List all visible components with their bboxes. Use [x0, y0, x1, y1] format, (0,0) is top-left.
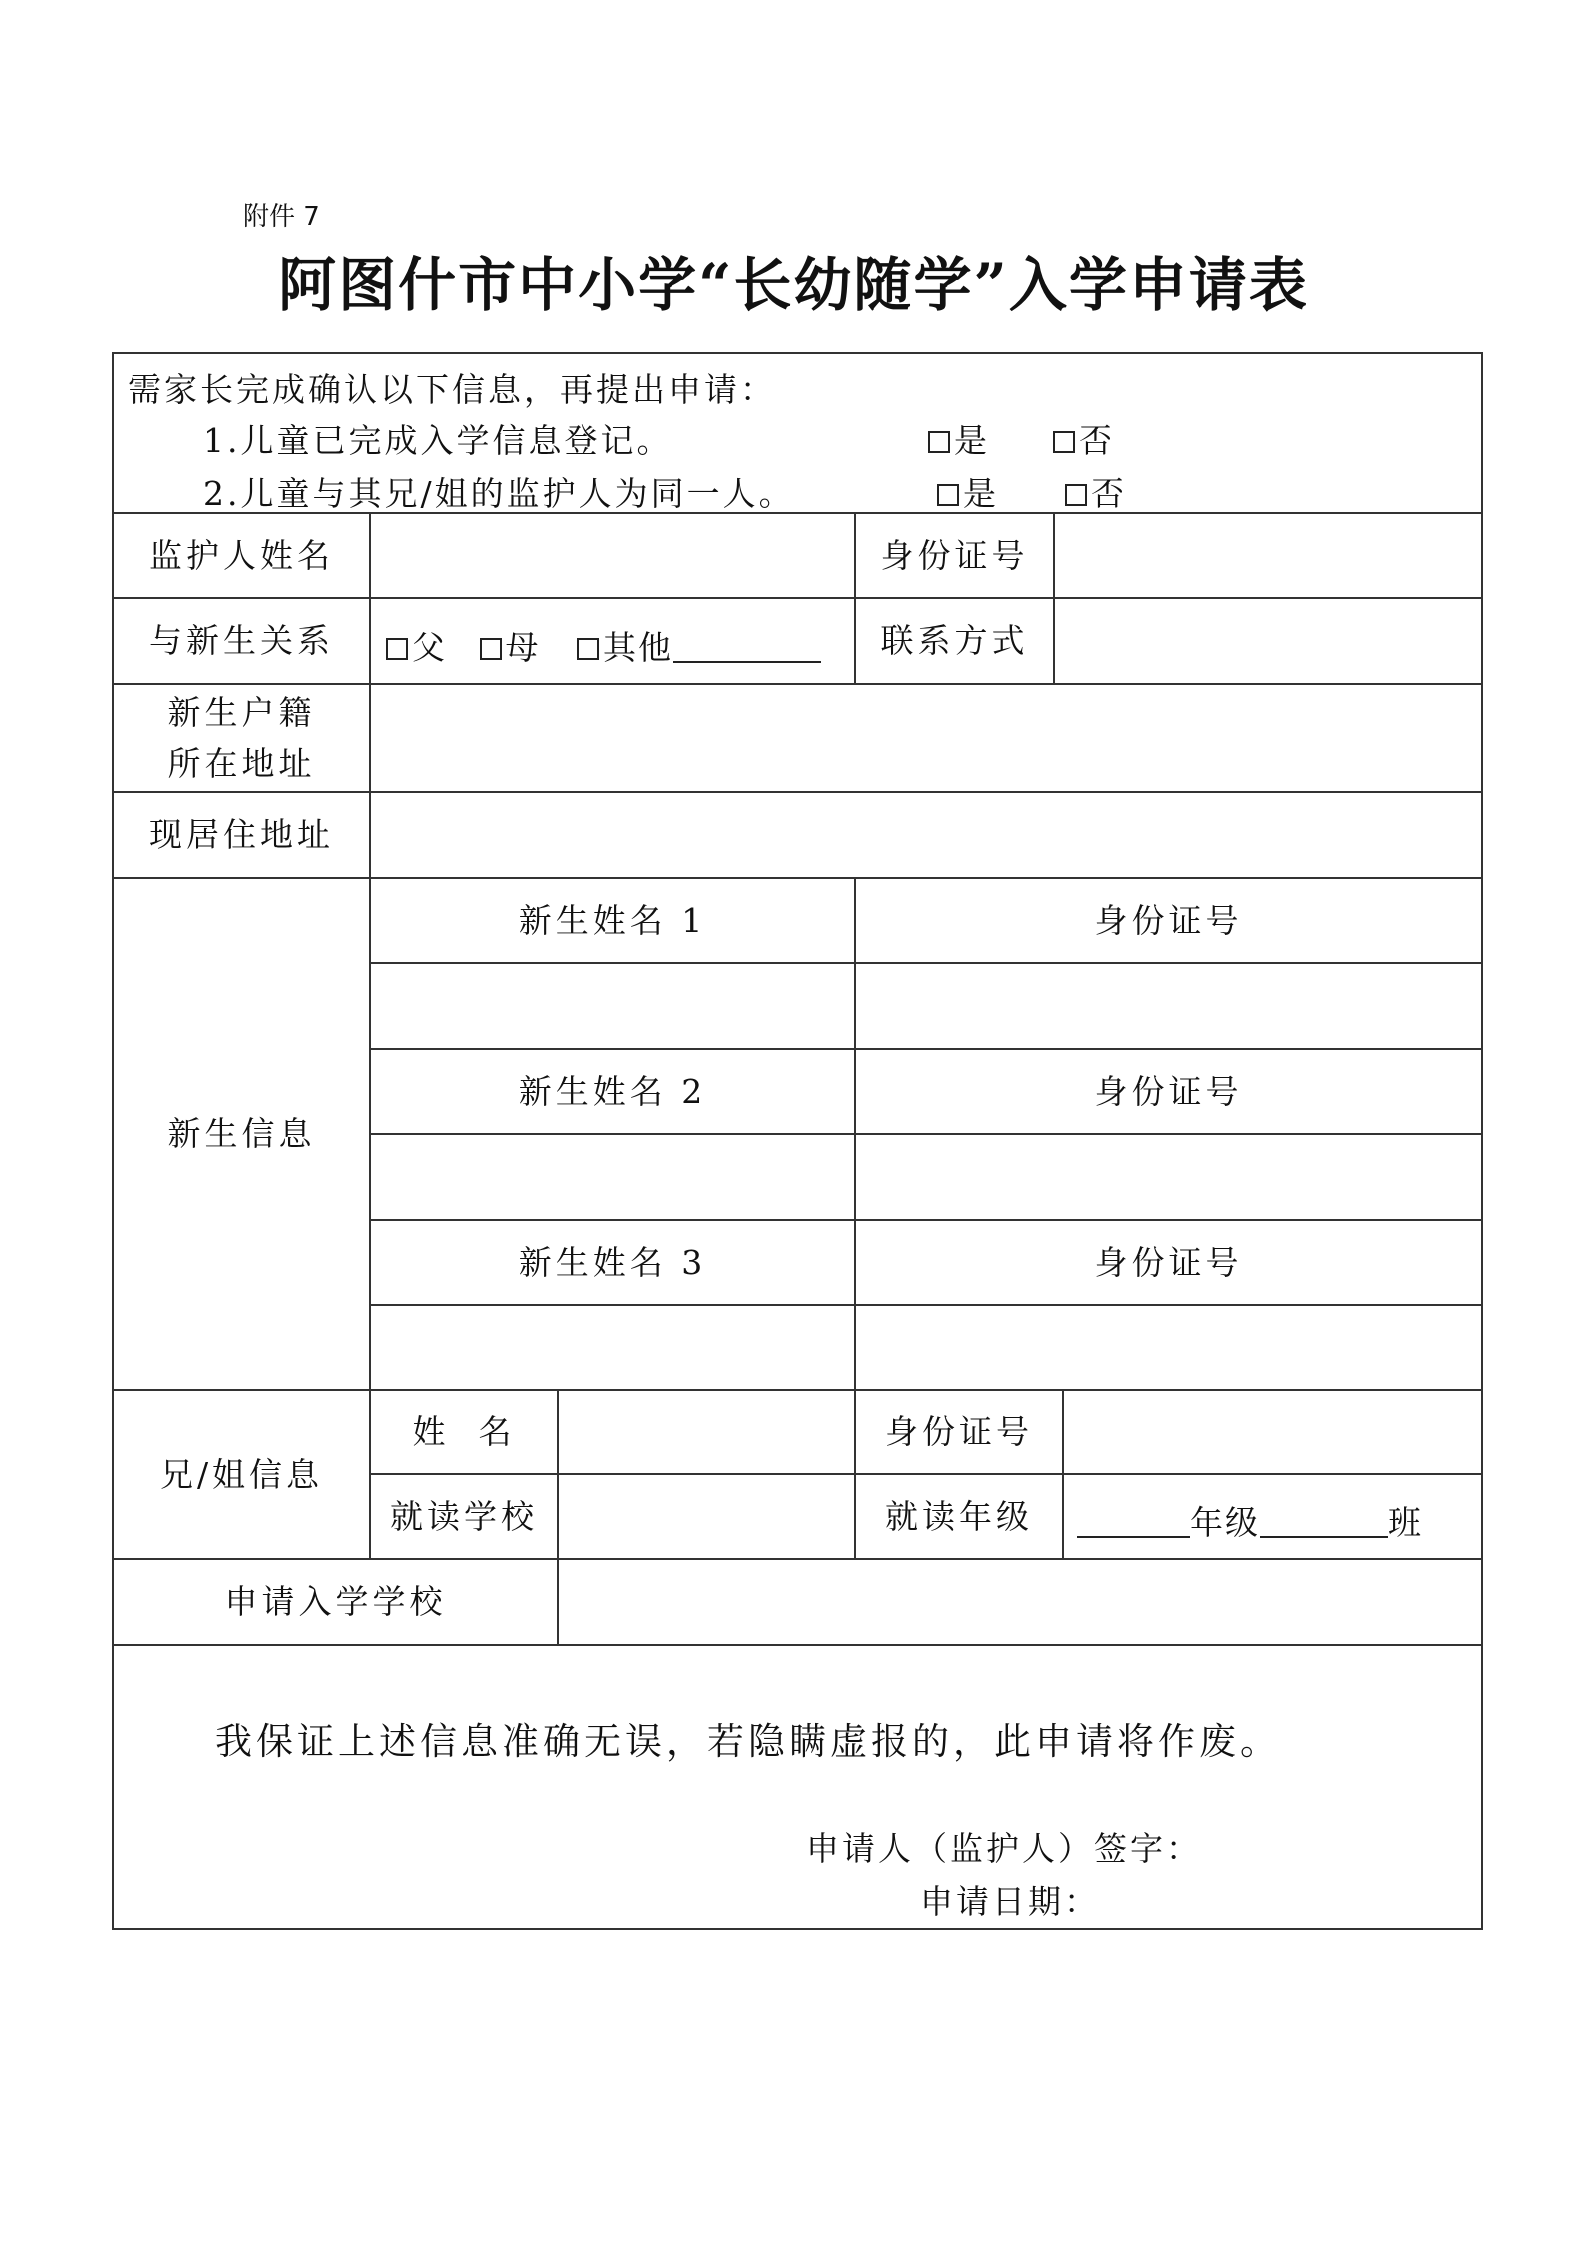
student-3-id-label: 身份证号 [1094, 1242, 1243, 1282]
item2-no-option[interactable] [1065, 468, 1127, 515]
sibling-grade-class [1077, 1497, 1423, 1544]
apply-school-label: 申请入学学校 [224, 1582, 447, 1622]
item1-yes-checkbox[interactable] [928, 431, 950, 453]
other-label: 其他 [603, 628, 673, 667]
household-address-field[interactable] [371, 685, 1481, 791]
declaration-text: 我保证上述信息准确无误，若隐瞒虚报的，此申请将作废。 [215, 1720, 1281, 1763]
item2-yes-option[interactable] [937, 468, 999, 515]
relation-options [386, 622, 821, 669]
item2-yes-checkbox[interactable] [937, 484, 959, 506]
student-3-id-field[interactable] [856, 1306, 1481, 1389]
no-label: 否 [1079, 421, 1115, 460]
current-address-field[interactable] [371, 793, 1481, 877]
relation-label: 与新生关系 [149, 621, 334, 661]
class-blank[interactable] [1260, 1506, 1388, 1538]
relation-father-option[interactable] [386, 628, 447, 667]
sibling-id-label: 身份证号 [885, 1412, 1033, 1452]
relation-mother-option[interactable] [480, 628, 541, 667]
guardian-id-field[interactable] [1055, 514, 1481, 597]
student-1-id-label: 身份证号 [1094, 900, 1243, 940]
father-checkbox[interactable] [386, 638, 408, 660]
student-3-name-label: 新生姓名 3 [518, 1242, 707, 1282]
contact-label: 联系方式 [880, 621, 1029, 661]
mother-label: 母 [505, 628, 541, 667]
notice-item-1: 1.儿童已完成入学信息登记。 [203, 421, 673, 460]
contact-field[interactable] [1055, 599, 1481, 683]
student-2-name-field[interactable] [371, 1135, 854, 1219]
attachment-label: 附件 7 [243, 202, 320, 232]
student-info-label: 新生信息 [167, 1114, 316, 1154]
sibling-name-label: 姓 名 [412, 1412, 516, 1452]
student-3-name-field[interactable] [371, 1306, 854, 1389]
form-title: 阿图什市中小学“长幼随学”入学申请表 [278, 251, 1309, 319]
no-label: 否 [1091, 474, 1127, 513]
sibling-id-field[interactable] [1064, 1391, 1481, 1473]
guardian-name-label: 监护人姓名 [149, 535, 334, 575]
sibling-school-label: 就读学校 [390, 1496, 538, 1536]
notice-intro: 需家长完成确认以下信息，再提出申请： [128, 370, 776, 409]
grade-blank[interactable] [1077, 1506, 1190, 1538]
date-label: 申请日期： [920, 1882, 1100, 1921]
yes-label: 是 [954, 421, 990, 460]
notice-item-2: 2.儿童与其兄/姐的监护人为同一人。 [203, 474, 795, 513]
father-label: 父 [412, 628, 447, 667]
class-suffix: 班 [1388, 1503, 1423, 1542]
item1-yes-option[interactable] [928, 415, 990, 462]
guardian-id-label: 身份证号 [880, 535, 1029, 575]
mother-checkbox[interactable] [480, 638, 502, 660]
household-address-label-line1: 新生户籍 [167, 692, 316, 732]
yes-label: 是 [963, 474, 999, 513]
item1-no-option[interactable] [1053, 415, 1115, 462]
grade-suffix: 年级 [1190, 1503, 1260, 1542]
other-checkbox[interactable] [577, 638, 599, 660]
student-2-id-field[interactable] [856, 1135, 1481, 1219]
sibling-name-field[interactable] [559, 1391, 854, 1473]
student-1-name-field[interactable] [371, 964, 854, 1048]
household-address-label-line2: 所在地址 [167, 744, 316, 783]
guardian-name-field[interactable] [371, 514, 854, 597]
sibling-school-field[interactable] [559, 1475, 854, 1558]
student-1-name-label: 新生姓名 1 [518, 900, 707, 940]
item1-no-checkbox[interactable] [1053, 431, 1075, 453]
apply-school-field[interactable] [559, 1560, 1481, 1644]
student-2-name-label: 新生姓名 2 [518, 1071, 707, 1111]
household-address-label [114, 685, 369, 791]
sibling-info-label: 兄/姐信息 [159, 1454, 324, 1494]
relation-other-option[interactable] [577, 628, 673, 667]
student-1-id-field[interactable] [856, 964, 1481, 1048]
student-2-id-label: 身份证号 [1094, 1071, 1243, 1111]
signature-label: 申请人（监护人）签字： [806, 1829, 1202, 1868]
item2-no-checkbox[interactable] [1065, 484, 1087, 506]
current-address-label: 现居住地址 [149, 815, 334, 855]
sibling-grade-label: 就读年级 [885, 1496, 1033, 1536]
other-blank[interactable] [673, 631, 821, 663]
